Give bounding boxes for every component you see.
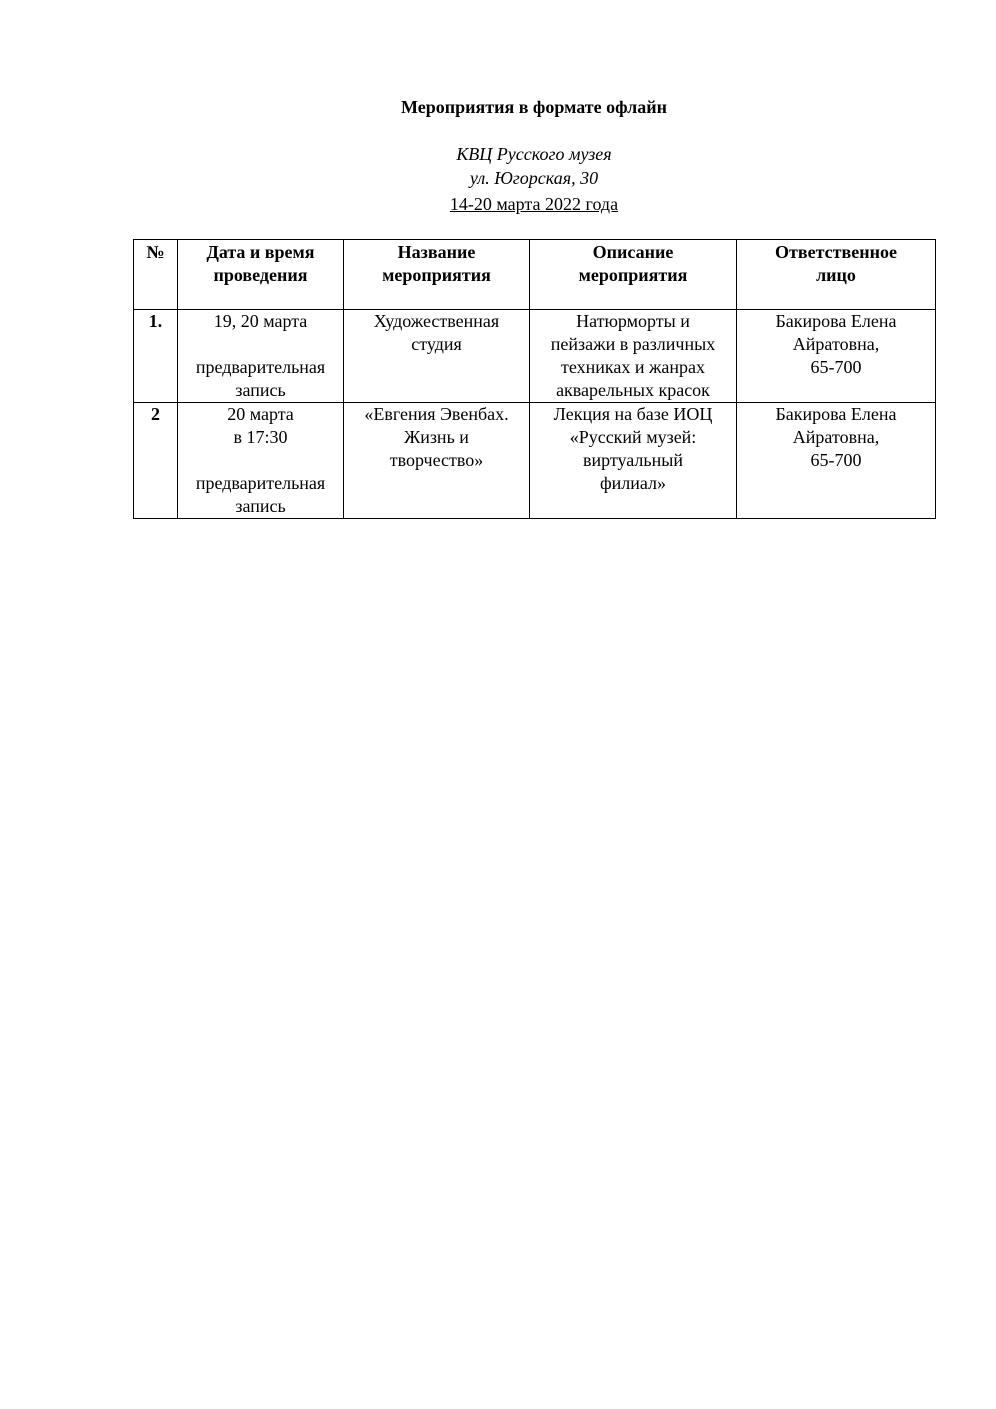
row-desc-line2: пейзажи в различных [550,334,716,354]
row-resp-line3: 65-700 [810,357,862,377]
header-date-line1: Дата и время [206,242,315,262]
row-date-cell [178,310,344,403]
row-desc-line3: техниках и жанрах [560,357,706,377]
row-description-cell [530,403,737,519]
header-num: № [134,240,178,310]
venue-name: КВЦ Русского музея [456,144,612,164]
row-resp-line3: 65-700 [810,450,862,470]
row-responsible-cell [737,403,936,519]
row-registration-line1: предварительная [195,473,326,493]
page-title: Мероприятия в формате офлайн [401,97,667,117]
venue-address: ул. Югорская, 30 [469,168,599,188]
row-resp-line1: Бакирова Елена [775,404,897,424]
row-registration-line1: предварительная [195,357,326,377]
header-date [178,240,344,310]
events-table [133,239,936,519]
row-name-cell [344,310,530,403]
venue-block [0,142,996,190]
header-resp-line2: лицо [816,265,856,285]
row-date: 20 марта [227,404,294,424]
header-desc-line2: мероприятия [578,265,688,285]
row-name-line2: студия [411,334,462,354]
table-row [134,310,936,403]
event-dates [0,192,996,216]
row-responsible-cell [737,310,936,403]
row-name-line3: творчество» [389,450,484,470]
row-time: в 17:30 [233,427,288,447]
row-desc-line3: виртуальный [583,450,683,470]
row-name-line1: «Евгения Эвенбах. [364,404,509,424]
header-responsible [737,240,936,310]
row-description-cell [530,310,737,403]
row-name-cell [344,403,530,519]
header-description [530,240,737,310]
row-desc-line1: Лекция на базе ИОЦ [553,404,713,424]
header-desc-line1: Описание [592,242,674,262]
row-name-line1: Художественная [373,311,500,331]
row-num: 1. [134,310,178,403]
header-resp-line1: Ответственное [775,242,897,262]
row-date-cell [178,403,344,519]
row-resp-line1: Бакирова Елена [775,311,897,331]
row-registration-line2: запись [235,496,286,516]
row-resp-line2: Айратовна, [792,427,880,447]
table-row [134,403,936,519]
row-registration-line2: запись [235,380,286,400]
header-name-line2: мероприятия [382,265,491,285]
table-header-row [134,240,936,310]
row-date: 19, 20 марта [213,311,308,331]
row-name-line2: Жизнь и [404,427,469,447]
row-desc-line4: акварельных красок [556,380,710,400]
row-desc-line1: Натюрморты и [576,311,690,331]
row-desc-line4: филиал» [599,473,667,493]
event-dates-text: 14-20 марта 2022 года [449,194,619,214]
header-name-line1: Название [397,242,476,262]
header-date-line2: проведения [213,265,308,285]
row-resp-line2: Айратовна, [792,334,880,354]
header-name [344,240,530,310]
row-num: 2 [134,403,178,519]
row-desc-line2: «Русский музей: [569,427,697,447]
